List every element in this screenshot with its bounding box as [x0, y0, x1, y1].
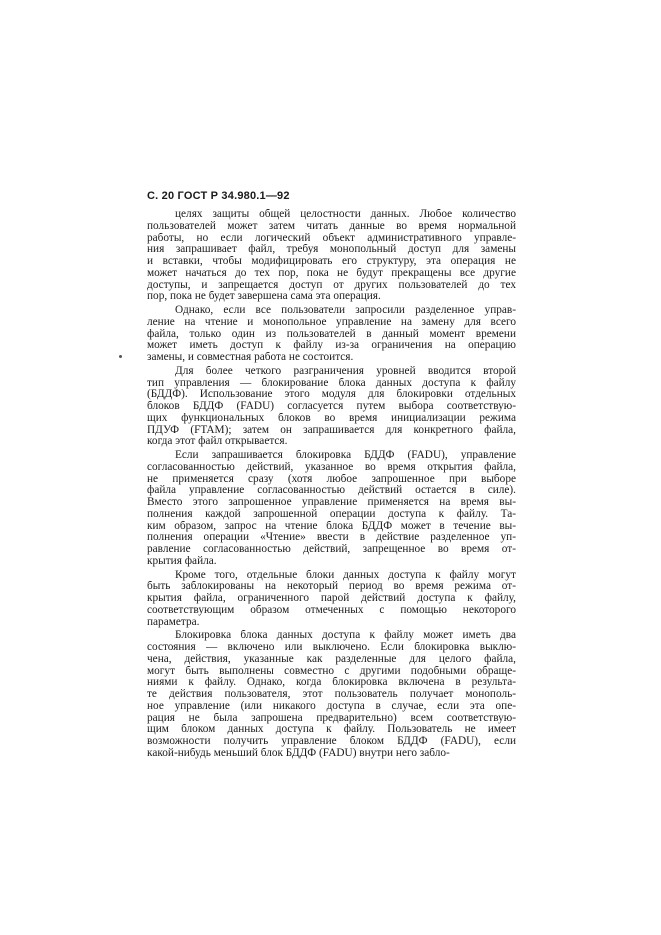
- text-line: Блокировка блока данных доступа к файлу может иметь два: [175, 630, 516, 642]
- text-line: тип управления — блокирование блока данных доступа к файлу: [147, 377, 516, 389]
- page-header: С. 20 ГОСТ Р 34.980.1—92: [147, 190, 290, 202]
- text-line: Вместо этого запрошенное управление применяется на время вы-: [147, 497, 516, 508]
- text-line: может иметь доступ к файлу из-за ограничения на операцию: [147, 340, 516, 352]
- text-line: соответствующим образом отмеченных с помощью некоторого: [147, 604, 516, 616]
- text-line: Однако, если все пользователи запросили разделенное управ-: [175, 305, 516, 316]
- text-line: пор, пока не будет завершена сама эта операция.: [147, 291, 381, 303]
- text-line: пользователей может затем читать данные во время нормальной: [147, 220, 516, 232]
- text-line: какой-нибудь меньший блок БДДФ (FADU) внутри него забло-: [147, 747, 450, 759]
- text-line: доступы, и запрещается доступ от других пользователей до тех: [147, 279, 516, 291]
- text-line: (БДДФ). Использование этого модуля для блокировки отдельных: [147, 389, 516, 401]
- text-line: файла управление согласованностью действий остается в силе).: [147, 485, 516, 497]
- text-line: замены, и совместная работа не состоится.: [147, 352, 354, 363]
- text-line: возможности получить управление блоком БДДФ (FADU), если: [147, 736, 516, 747]
- text-line: рация не была запрошена предварительно) всем соответствую-: [147, 712, 516, 724]
- text-line: работы, но если логический объект административного управле-: [147, 232, 516, 244]
- text-line: щим блоком данных доступа к файлу. Пользователь не имеет: [147, 724, 516, 736]
- document-body: [147, 209, 516, 762]
- text-line: те действия пользователя, этот пользователь получает монополь-: [147, 689, 516, 700]
- paragraph: [147, 209, 516, 303]
- text-line: равление согласованностью действий, запрещенное во время от-: [147, 544, 516, 555]
- paragraph: [147, 450, 516, 568]
- text-line: блоков БДДФ (FADU) согласуется путем выбора соответствую-: [147, 401, 516, 412]
- margin-mark: [119, 355, 122, 358]
- paragraph: [147, 366, 516, 448]
- text-line: ПДУФ (FTAM); затем он запрашивается для конкретного файла,: [147, 424, 516, 436]
- text-line: ление на чтение и монопольное управление на замену для всего: [147, 316, 516, 328]
- paragraph: [147, 305, 516, 364]
- text-line: может начаться до тех пор, пока не будут прекращены все другие: [147, 267, 516, 279]
- text-line: файла, только один из пользователей в данный момент времени: [147, 328, 516, 340]
- text-line: ния запрашивает файл, требуя монопольный доступ для замены: [147, 244, 516, 256]
- text-line: ниями к файлу. Однако, когда блокировка включена в результа-: [147, 677, 516, 689]
- text-line: ким образом, запрос на чтение блока БДДФ может в течение вы-: [147, 520, 516, 532]
- text-line: ное управление (или никакого доступа в случае, если эта опе-: [147, 700, 516, 712]
- paragraph: [147, 570, 516, 629]
- text-line: состояния — включено или выключено. Если блокировка выклю-: [147, 642, 516, 653]
- text-line: и вставки, чтобы модифицировать его структуру, эта операция не: [147, 256, 516, 267]
- text-line: параметра.: [147, 616, 200, 628]
- text-line: могут быть выполнены совместно с другими подобными обраще-: [147, 665, 516, 677]
- text-line: согласованностью действий, указанное во время открытия файла,: [147, 461, 516, 473]
- text-line: полнения операции «Чтение» ввести в действие разделенное уп-: [147, 532, 516, 544]
- text-line: Для более четкого разграничения уровней вводится второй: [175, 365, 516, 377]
- text-line: крытия файла, ограниченного парой действий доступа к файлу,: [147, 593, 516, 604]
- text-line: чена, действия, указанные как разделенные для целого файла,: [147, 653, 516, 665]
- text-line: Кроме того, отдельные блоки данных доступа к файлу могут: [175, 569, 516, 581]
- text-line: не применяется сразу (хотя любое запрошенное при выборе: [147, 473, 516, 485]
- text-line: целях защиты общей целостности данных. Любое количество: [175, 209, 516, 220]
- paragraph: [147, 630, 516, 759]
- text-line: щих функциональных блоков во время инициализации режима: [147, 412, 516, 424]
- text-line: когда этот файл открывается.: [147, 436, 288, 448]
- text-line: крытия файла.: [147, 555, 217, 567]
- text-line: быть заблокированы на некоторый период во время режима от-: [147, 581, 516, 593]
- text-line: Если запрашивается блокировка БДДФ (FADU), управление: [175, 450, 516, 461]
- text-line: полнения каждой запрошенной операции доступа к файлу. Та-: [147, 508, 516, 520]
